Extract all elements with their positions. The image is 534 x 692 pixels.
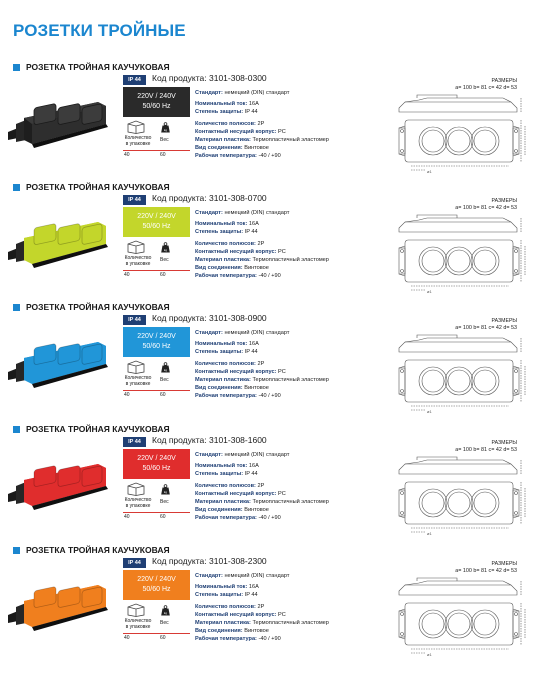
pack-qty-value: 40 <box>124 272 130 278</box>
packaging-info <box>123 481 190 533</box>
spec-material: Материал пластика: Термопластичный эластомер <box>195 257 329 264</box>
drawing-tag: ø1 <box>427 409 432 414</box>
product-code-prefix: Код продукта: <box>152 313 207 323</box>
product-code-prefix: Код продукта: <box>152 73 207 83</box>
spec-standard: Стандарт: немецкий (DIN) стандарт <box>195 573 290 579</box>
page-title: РОЗЕТКИ ТРОЙНЫЕ <box>13 21 186 40</box>
socket-image <box>6 334 110 394</box>
dimensions-title: РАЗМЕРЫ <box>491 440 517 446</box>
socket-image <box>6 94 110 154</box>
frequency-text: 50/60 Hz <box>142 586 171 593</box>
voltage-badge <box>123 570 190 600</box>
section-header <box>13 182 170 192</box>
product-code-prefix: Код продукта: <box>152 193 207 203</box>
voltage-badge <box>123 87 190 117</box>
product-code-value: 3101-308-0700 <box>208 193 267 203</box>
voltage-text: 220V / 240V <box>137 576 176 583</box>
pack-weight-label: Вес <box>160 377 169 383</box>
product-code-value: 3101-308-2300 <box>208 556 267 566</box>
drawing-tag: ø1 <box>427 289 432 294</box>
section-marker-icon <box>13 184 20 191</box>
spec-connection: Вид соединения: Винтовое <box>195 628 269 635</box>
spec-list <box>195 329 329 401</box>
pack-weight-value: 60 <box>160 514 166 520</box>
box-icon <box>127 603 145 617</box>
dimensions-title: РАЗМЕРЫ <box>491 198 517 204</box>
spec-poles: Количество полюсов: 2Р <box>195 482 265 489</box>
spec-list <box>195 89 329 161</box>
spec-current: Номинальный ток: 16А <box>195 584 259 591</box>
voltage-text: 220V / 240V <box>137 455 176 462</box>
spec-list <box>195 209 329 281</box>
pack-weight-label: Вес <box>160 137 169 143</box>
spec-standard: Стандарт: немецкий (DIN) стандарт <box>195 90 290 96</box>
spec-standard: Стандарт: немецкий (DIN) стандарт <box>195 210 290 216</box>
dimensions-title: РАЗМЕРЫ <box>491 561 517 567</box>
spec-protection: Степень защиты: IP 44 <box>195 109 258 116</box>
spec-contact: Контактный несущий корпус: PC <box>195 368 286 375</box>
spec-material: Материал пластика: Термопластичный эластомер <box>195 137 329 144</box>
product-section <box>0 545 534 667</box>
spec-protection: Степень защиты: IP 44 <box>195 229 258 236</box>
weight-icon <box>161 242 170 253</box>
pack-weight-label: Вес <box>160 499 169 505</box>
spec-temperature: Рабочая температура: -40 / +90 <box>195 515 281 522</box>
socket-image <box>6 456 110 516</box>
dimensions-title: РАЗМЕРЫ <box>491 318 517 324</box>
svg-text:kg: kg <box>163 489 168 494</box>
ip-rating-badge: IP 44 <box>123 315 146 325</box>
voltage-badge <box>123 327 190 357</box>
socket-image <box>6 577 110 637</box>
weight-icon <box>161 362 170 373</box>
pack-qty-value: 40 <box>124 514 130 520</box>
pack-qty-label: Количество в упаковке <box>124 497 152 509</box>
voltage-text: 220V / 240V <box>137 93 176 100</box>
weight-icon <box>161 484 170 495</box>
svg-text:kg: kg <box>163 610 168 615</box>
technical-drawing <box>397 454 527 536</box>
dimensions-values: a= 100 b= 81 c= 42 d= 53 <box>455 85 517 91</box>
svg-text:kg: kg <box>163 367 168 372</box>
dimensions-values: a= 100 b= 81 c= 42 d= 53 <box>455 447 517 453</box>
drawing-tag: ø1 <box>427 169 432 174</box>
pack-weight-value: 60 <box>160 152 166 158</box>
section-header <box>13 424 170 434</box>
spec-temperature: Рабочая температура: -40 / +90 <box>195 153 281 160</box>
pack-divider <box>123 270 190 271</box>
section-title: РОЗЕТКА ТРОЙНАЯ КАУЧУКОВАЯ <box>26 182 170 192</box>
product-code-prefix: Код продукта: <box>152 435 207 445</box>
section-marker-icon <box>13 547 20 554</box>
spec-protection: Степень защиты: IP 44 <box>195 349 258 356</box>
spec-current: Номинальный ток: 16А <box>195 221 259 228</box>
pack-qty-label: Количество в упаковке <box>124 375 152 387</box>
spec-material: Материал пластика: Термопластичный эластомер <box>195 499 329 506</box>
voltage-badge <box>123 207 190 237</box>
technical-drawing <box>397 212 527 294</box>
product-code-value: 3101-308-0300 <box>208 73 267 83</box>
spec-material: Материал пластика: Термопластичный эластомер <box>195 620 329 627</box>
section-title: РОЗЕТКА ТРОЙНАЯ КАУЧУКОВАЯ <box>26 545 170 555</box>
pack-weight-value: 60 <box>160 392 166 398</box>
spec-temperature: Рабочая температура: -40 / +90 <box>195 273 281 280</box>
voltage-text: 220V / 240V <box>137 213 176 220</box>
pack-weight-value: 60 <box>160 272 166 278</box>
ip-rating-badge: IP 44 <box>123 75 146 85</box>
spec-poles: Количество полюсов: 2Р <box>195 120 265 127</box>
svg-text:kg: kg <box>163 247 168 252</box>
section-header <box>13 545 170 555</box>
technical-drawing <box>397 92 527 174</box>
technical-drawing <box>397 575 527 657</box>
spec-material: Материал пластика: Термопластичный эластомер <box>195 377 329 384</box>
spec-connection: Вид соединения: Винтовое <box>195 507 269 514</box>
drawing-tag: ø1 <box>427 531 432 536</box>
product-code <box>152 73 267 83</box>
product-code-value: 3101-308-1600 <box>208 435 267 445</box>
spec-standard: Стандарт: немецкий (DIN) стандарт <box>195 330 290 336</box>
svg-text:kg: kg <box>163 127 168 132</box>
product-section <box>0 62 534 184</box>
spec-poles: Количество полюсов: 2Р <box>195 360 265 367</box>
spec-contact: Контактный несущий корпус: PC <box>195 248 286 255</box>
spec-contact: Контактный несущий корпус: PC <box>195 128 286 135</box>
box-icon <box>127 482 145 496</box>
product-code <box>152 313 267 323</box>
spec-contact: Контактный несущий корпус: PC <box>195 490 286 497</box>
box-icon <box>127 120 145 134</box>
frequency-text: 50/60 Hz <box>142 103 171 110</box>
pack-qty-label: Количество в упаковке <box>124 135 152 147</box>
box-icon <box>127 360 145 374</box>
packaging-info <box>123 239 190 291</box>
spec-temperature: Рабочая температура: -40 / +90 <box>195 393 281 400</box>
spec-list <box>195 451 329 523</box>
pack-weight-label: Вес <box>160 257 169 263</box>
ip-rating-badge: IP 44 <box>123 558 146 568</box>
dimensions-title: РАЗМЕРЫ <box>491 78 517 84</box>
technical-drawing <box>397 332 527 414</box>
voltage-badge <box>123 449 190 479</box>
ip-rating-badge: IP 44 <box>123 195 146 205</box>
frequency-text: 50/60 Hz <box>142 223 171 230</box>
spec-contact: Контактный несущий корпус: PC <box>195 611 286 618</box>
section-title: РОЗЕТКА ТРОЙНАЯ КАУЧУКОВАЯ <box>26 62 170 72</box>
pack-divider <box>123 512 190 513</box>
drawing-tag: ø1 <box>427 652 432 657</box>
pack-weight-value: 60 <box>160 635 166 641</box>
section-marker-icon <box>13 64 20 71</box>
section-title: РОЗЕТКА ТРОЙНАЯ КАУЧУКОВАЯ <box>26 424 170 434</box>
section-header <box>13 302 170 312</box>
section-title: РОЗЕТКА ТРОЙНАЯ КАУЧУКОВАЯ <box>26 302 170 312</box>
pack-weight-label: Вес <box>160 620 169 626</box>
dimensions-values: a= 100 b= 81 c= 42 d= 53 <box>455 325 517 331</box>
spec-current: Номинальный ток: 16А <box>195 463 259 470</box>
spec-current: Номинальный ток: 16А <box>195 341 259 348</box>
product-section <box>0 302 534 424</box>
socket-image <box>6 214 110 274</box>
product-section <box>0 182 534 304</box>
product-code-prefix: Код продукта: <box>152 556 207 566</box>
section-marker-icon <box>13 304 20 311</box>
pack-qty-label: Количество в упаковке <box>124 618 152 630</box>
pack-divider <box>123 390 190 391</box>
section-marker-icon <box>13 426 20 433</box>
pack-qty-value: 40 <box>124 152 130 158</box>
packaging-info <box>123 119 190 171</box>
section-header <box>13 62 170 72</box>
product-section <box>0 424 534 546</box>
pack-qty-value: 40 <box>124 392 130 398</box>
pack-divider <box>123 633 190 634</box>
dimensions-values: a= 100 b= 81 c= 42 d= 53 <box>455 205 517 211</box>
spec-protection: Степень защиты: IP 44 <box>195 592 258 599</box>
spec-poles: Количество полюсов: 2Р <box>195 240 265 247</box>
product-code <box>152 556 267 566</box>
pack-divider <box>123 150 190 151</box>
spec-connection: Вид соединения: Винтовое <box>195 265 269 272</box>
pack-qty-label: Количество в упаковке <box>124 255 152 267</box>
product-code <box>152 193 267 203</box>
product-code <box>152 435 267 445</box>
spec-protection: Степень защиты: IP 44 <box>195 471 258 478</box>
box-icon <box>127 240 145 254</box>
ip-rating-badge: IP 44 <box>123 437 146 447</box>
packaging-info <box>123 359 190 411</box>
frequency-text: 50/60 Hz <box>142 343 171 350</box>
spec-connection: Вид соединения: Винтовое <box>195 385 269 392</box>
weight-icon <box>161 605 170 616</box>
voltage-text: 220V / 240V <box>137 333 176 340</box>
spec-connection: Вид соединения: Винтовое <box>195 145 269 152</box>
dimensions-values: a= 100 b= 81 c= 42 d= 53 <box>455 568 517 574</box>
product-code-value: 3101-308-0900 <box>208 313 267 323</box>
packaging-info <box>123 602 190 654</box>
pack-qty-value: 40 <box>124 635 130 641</box>
frequency-text: 50/60 Hz <box>142 465 171 472</box>
spec-standard: Стандарт: немецкий (DIN) стандарт <box>195 452 290 458</box>
spec-poles: Количество полюсов: 2Р <box>195 603 265 610</box>
spec-temperature: Рабочая температура: -40 / +90 <box>195 636 281 643</box>
weight-icon <box>161 122 170 133</box>
spec-current: Номинальный ток: 16А <box>195 101 259 108</box>
spec-list <box>195 572 329 644</box>
